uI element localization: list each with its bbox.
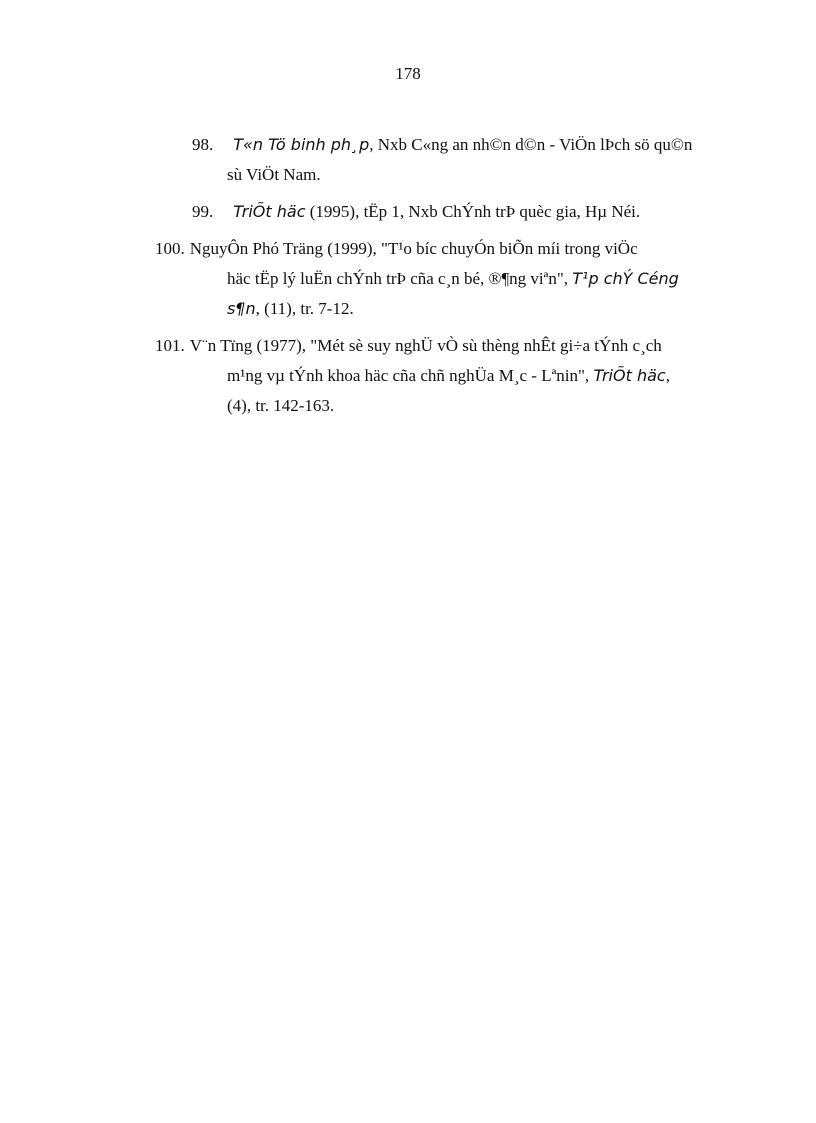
reference-title: TriÕt häc bbox=[233, 202, 306, 221]
reference-text: NguyÔn Phó Träng (1999), "T¹o bíc chuyÓn biÕn míi trong viÖc bbox=[189, 239, 638, 258]
reference-text: m¹ng vµ tÝnh khoa häc cña chñ nghÜa M¸c - Lªnin", bbox=[227, 366, 594, 385]
reference-line bbox=[227, 391, 740, 421]
reference-journal: s¶n bbox=[227, 299, 256, 318]
reference-journal: TriÕt häc bbox=[593, 366, 666, 385]
reference-title: T«n Tö binh ph¸p bbox=[233, 135, 370, 154]
reference-item-100 bbox=[155, 234, 740, 324]
reference-text: , Nxb C«ng an nh©n d©n - ViÖn lÞch sö qu©n bbox=[369, 135, 693, 154]
reference-item-101 bbox=[155, 331, 740, 421]
page-number: 178 bbox=[395, 64, 421, 83]
reference-text: (4), tr. 142-163. bbox=[227, 396, 335, 415]
reference-line bbox=[155, 234, 740, 264]
reference-number: 100. bbox=[155, 239, 185, 258]
reference-text: (1995), tËp 1, Nxb ChÝnh trÞ quèc gia, Hµ Néi. bbox=[305, 202, 641, 221]
reference-list bbox=[155, 130, 740, 428]
reference-line bbox=[155, 130, 740, 160]
reference-text: häc tËp lý luËn chÝnh trÞ cña c¸n bé, ®¶ng viªn", bbox=[227, 269, 573, 288]
reference-line bbox=[227, 160, 740, 190]
reference-number: 101. bbox=[155, 336, 185, 355]
reference-number: 99. bbox=[192, 202, 214, 221]
reference-line bbox=[155, 197, 740, 227]
reference-item-98 bbox=[155, 130, 740, 190]
reference-line bbox=[155, 331, 740, 361]
reference-text: sù ViÖt Nam. bbox=[227, 165, 321, 184]
reference-number: 98. bbox=[192, 135, 214, 154]
reference-text: , bbox=[665, 366, 670, 385]
reference-item-99 bbox=[155, 197, 740, 227]
reference-line bbox=[227, 294, 740, 324]
reference-text: , (11), tr. 7-12. bbox=[255, 299, 354, 318]
reference-journal: T¹p chÝ Céng bbox=[572, 269, 679, 288]
reference-text: V¨n Tïng (1977), "Mét sè suy nghÜ vÒ sù thèng nhÊt gi÷a tÝnh c¸ch bbox=[189, 336, 662, 355]
reference-line bbox=[227, 264, 740, 294]
reference-line bbox=[227, 361, 740, 391]
